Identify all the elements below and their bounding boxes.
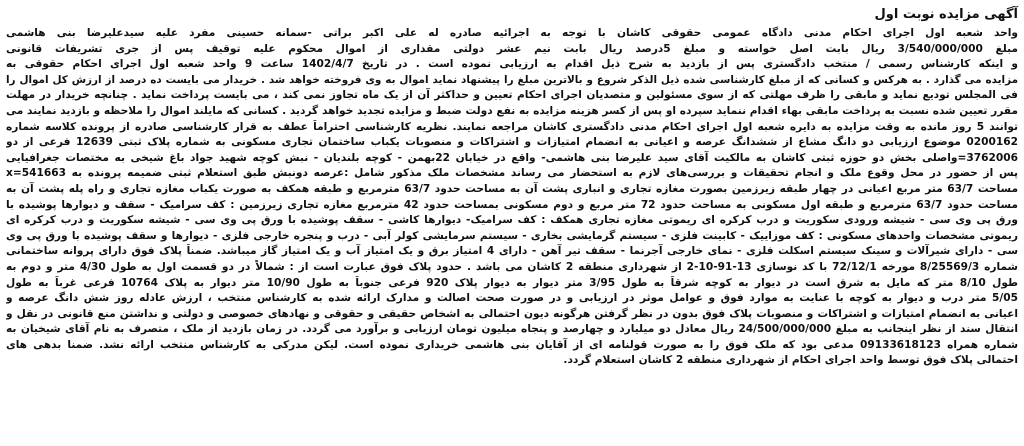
notice-line: انتقال سند از نظر اینجانب به مبلغ 24/500/000/000 ریال معادل دو میلیارد و چهارصد و پنجاه میلیون تومان ارزیابی و برآورد می گردد. در زمان بازدید از ملک ، متصرف به نام آقای شیخیان به <box>6 323 1018 336</box>
notice-line: اعیانی به انضمام امتیازات و اشتراکات و منصوبات پلاک فوق بدون در نظر گرفتن هرگونه دیون احتمالی به اشخاص حقیقی و حقوقی و نهادهای خصوصی و دولتی و نداشتن منع قانونی در نقل و <box>6 307 1018 320</box>
notice-line: احتمالی پلاک فوق توسط واحد اجرای احکام از شهرداری منطقه 2 کاشان استعلام گردد. <box>563 354 1018 367</box>
notice-line: مساحت 63/7 متر مربع اعیانی در چهار طبقه زیرزمین بصورت مغازه تجاری و انباری پشت آن به مساحت حدود 63/7 مترمربع و طبقه همکف به صورت یکباب مغازه تجاری و راه پله پشت آن به <box>6 182 1018 195</box>
notice-line: طول 8/10 متر که مایل به شرق است در دیوار به کوچه شرقاً به طول 3/95 متر دیوار به دیوار پلاک 920 فرعی جنوباً به طول 10/90 متر دیوار به پلاک 10764 فرعی غرباً به طول <box>6 276 1018 289</box>
notice-line: پس از حضور در محل وقوع ملک و انجام تحقیقات و بررسی‌های لازم به استحضار می رساند مشخصات ملک مذکور شامل :عرصه دونبش طبق استعلام ثبتی ضمیمه پرونده به x=541663 <box>6 167 1018 180</box>
notice-line: فی المجلس تودیع نماید و مابقی را ظرف مهلتی که از سوی مسئولین و متصدیان اجرای احکام تعیین و حداکثر آن از یک ماه تجاوز نمی کند ، می بایست پرداخت نماید . چنانچه خریدار در مهلت <box>6 89 1018 102</box>
notice-line: مبلغ 3/540/000/000 ریال بابت اصل خواسته و مبلغ 5درصد ریال بابت نیم عشر دولتی مقداری از اموال محکوم علیه توقیف پس از جری تشریفات قانونی <box>6 42 1018 55</box>
notice-line: مزایده می گذارد . به هرکس و کسانی که از مبلغ کارشناسی شده ذیل الذکر شروع و بالاترین مبلغ را پیشنهاد نماید اموال به وی فروخته خواهد شد . خریدار می بایست ده درصد از ارزش کل اموال را <box>6 73 1018 86</box>
notice-line: مساحت حدود 63/7 مترمربع و طبقه اول مسکونی به مساحت حدود 72 متر مربع و دوم مسکونی بمساحت حدود 42 مترمربع مغازه تجاری زیرزمین : کف سرامیک - سقف و دیوارها پوشیده با <box>6 198 1018 211</box>
notice-line: و اینکه کارشناس رسمی / منتخب دادگستری پس از بازدید به شرح ذیل اقدام به ارزیابی نموده است . در تاریخ 1402/4/7 ساعت 9 واحد شعبه اول اجرای احکام حقوقی به <box>6 58 1018 71</box>
notice-body <box>6 26 1018 369</box>
notice-line: 0200162 موضوع ارزیابی دو دانگ مشاع از ششدانگ عرصه و اعیانی به انضمام امتیازات و اشتراکات و منصوبات یکباب ساختمان تجاری مسکونی به شماره پلاک ثبتی 12639 فرعی از دو <box>6 136 1018 149</box>
notice-line: سی - دارای شیرآلات و سینک سیستم اسکلت فلزی - نمای خارجی آجرنما - سقف تیر آهن - دارای 4 امتیاز برق و یک امتیاز آب و یک امتیاز گاز میباشد. ضمناً پلاک فوق دارای پروانه ساختمانی <box>6 245 1018 258</box>
notice-line: شماره 8/25569/3 مورخه 72/12/1 با کد نوسازی 13-91-10-2 از شهرداری منطقه 2 کاشان می باشد . حدود پلاک فوق عبارت است از : شمالاً در دو قسمت اول به طول 4/30 متر و دوم به <box>6 260 1018 273</box>
notice-line: 5/05 متر درب و دیوار به کوچه با عنایت به موارد فوق و عوامل موثر در ارزیابی و در صورت صحت اصالت و مدارک ارائه شده به کارشناس منتخب ، ارزش عادله روز شش دانگ عرصه و <box>6 292 1018 305</box>
notice-line: 3762006=واصلی بخش دو حوزه ثبتی کاشان به مالکیت آقای سید علیرضا بنی هاشمی- واقع در خیابان 22بهمن - کوچه بلندیان - نبش کوچه شهید جواد باغ شیخی به مختصات جغرافیایی <box>6 151 1018 164</box>
notice-line: واحد شعبه اول اجرای احکام مدنی دادگاه عمومی حقوقی کاشان با توجه به اجرائیه صادره له علی اکبر براتی -سمانه حسینی مفرد علیه سیدعلیرضا بنی هاشمی <box>6 27 1018 39</box>
notice-title: آگهی مزایده نوبت اول <box>874 7 1018 22</box>
notice-line: مقرر تعیین شده نسبت به پرداخت مابقی بهاء اقدام ننماید سپرده او پس از کسر هزینه مزایده به نفع دولت ضبط و مزایده تجدید خواهد گردید . کسانی که مایلند اموال را ملاحظه و بازدید نمایند می <box>6 104 1018 117</box>
notice-line: توانند 5 روز مانده به وقت مزایده به دایره شعبه اول اجرای احکام مدنی دادگستری کاشان مراجعه نمایند. نظریه کارشناسی احتراماً عطف به قرار کارشناسی صادره از پرونده کلاسه شماره <box>6 120 1018 133</box>
notice-line: ریموتی مشخصات واحدهای مسکونی : کف موزاییک - کابینت فلزی - سیستم گرمایشی بخاری - سیستم سرمایشی کولر آبی - درب و پنجره خارجی فلزی - دیوارها و سقف پوشیده با ورق پی وی <box>6 229 1018 242</box>
notice-line: ورق پی وی سی - شیشه ورودی سکوریت و درب کرکره ای ریموتی مغازه تجاری همکف : کف سرامیک- دیوارها کاشی - سقف پوشیده با ورق پی وی سی - شیشه سکوریت و درب کرکره ای <box>6 214 1018 227</box>
notice-line: شماره همراه 09133618123 مدعی بود که ملک فوق را به صورت قولنامه ای از آقایان بنی هاشمی خریداری نموده است. لیکن مدرکی به کارشناس منتخب ارائه نشد. ضمنا بدهی های <box>6 338 1018 351</box>
